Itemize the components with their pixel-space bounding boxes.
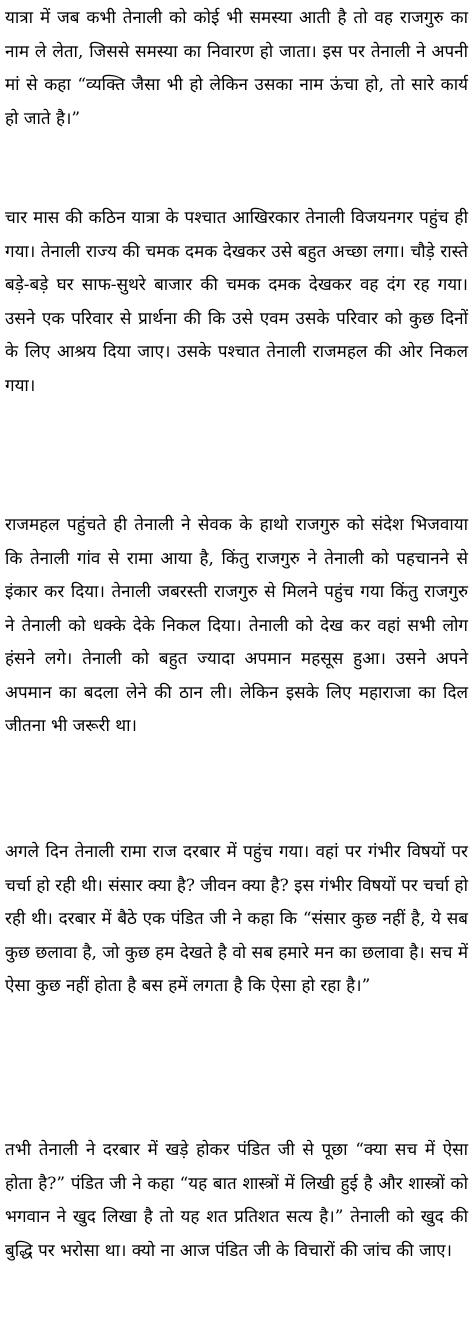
paragraph-4: अगले दिन तेनाली रामा राज दरबार में पहुंच गया। वहां पर गंभीर विषयों पर चर्चा हो रही थी। संसार क्या है? जीवन क्या है? इस गंभीर विषयों पर चर्चा हो रही थी। दरबार में बैठे एक पंडित जी ने कहा कि “संसार कुछ नहीं है, ये सब कुछ छलावा है, जो कुछ हम देखते है वो सब हमारे मन का छलावा है। सच में ऐसा कुछ नहीं होता है बस हमें लगता है कि ऐसा हो रहा है।” <box>5 842 468 996</box>
paragraph-2: चार मास की कठिन यात्रा के पश्चात आखिरकार तेनाली विजयनगर पहुंच ही गया। तेनाली राज्य की चमक दमक देखकर उसे बहुत अच्छा लगा। चौड़े रास्ते बड़े-बड़े घर साफ-सुथरे बाजार की चमक दमक देखकर वह दंग रह गया। उसने एक परिवार से प्रार्थना की कि उसे एवम उसके परिवार को कुछ दिनों के लिए आश्रय दिया जाए। उसके पश्चात तेनाली राजमहल की ओर निकल गया। <box>5 208 468 396</box>
paragraph-3: राजमहल पहुंचते ही तेनाली ने सेवक के हाथो राजगुरु को संदेश भिजवाया कि तेनाली गांव से रामा आया है, किंतु राजगुरु ने तेनाली को पहचानने से इंकार कर दिया। तेनाली जबरस्ती राजगुरु से मिलने पहुंच गया किंतु राजगुरु ने तेनाली को धक्के देके निकल दिया। तेनाली को देख कर वहां सभी लोग हंसने लगे। तेनाली को बहुत ज्यादा अपमान महसूस हुआ। उसने अपने अपमान का बदला लेने की ठान ली। लेकिन इसके लिए महाराजा का दिल जीतना भी जरूरी था। <box>5 515 468 736</box>
paragraph-1: यात्रा में जब कभी तेनाली को कोई भी समस्या आती है तो वह राजगुरु का नाम ले लेता, जिससे समस्या का निवारण हो जाता। इस पर तेनाली ने अपनी मां से कहा “व्यक्ति जैसा भी हो लेकिन उसका नाम ऊंचा हो, तो सारे कार्य हो जाते है।” <box>5 8 468 129</box>
paragraph-5: तभी तेनाली ने दरबार में खड़े होकर पंडित जी से पूछा “क्या सच में ऐसा होता है?” पंडित जी ने कहा “यह बात शास्त्रों में लिखी हुई है और शास्त्रों को भगवान ने खुद लिखा है तो यह शत प्रतिशत सत्य है।” तेनाली को खुद की बुद्धि पर भरोसा था। क्यो ना आज पंडित जी के विचारों की जांच की जाए। <box>5 1140 468 1261</box>
